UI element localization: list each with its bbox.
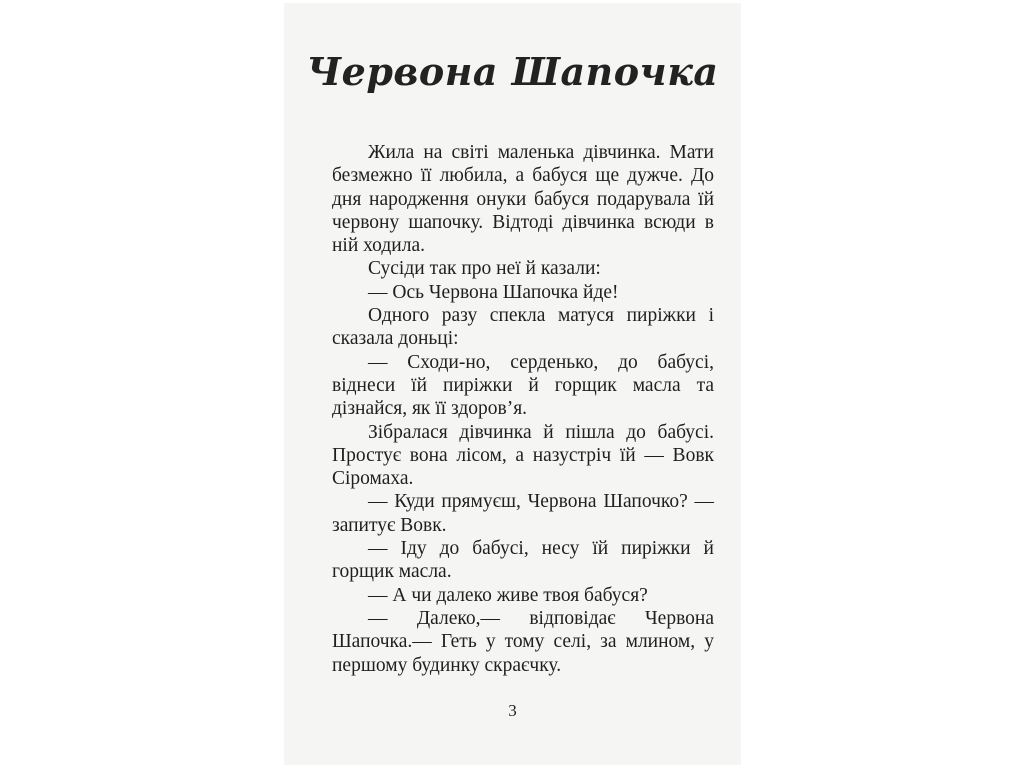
page-number: 3 [508,701,517,720]
paragraph: — Куди прямуєш, Червона Шапочко? — запитує Вовк. [332,491,714,536]
paragraph: — Іду до бабусі, несу їй пиріжки й горщик масла. [332,538,714,583]
paragraph: Жила на світі маленька дівчинка. Мати безмежно її любила, а бабуся ще дужче. До дня народження онуки бабуся подарувала їй червону шапочку. Відтоді дівчинка всюди в ній ходила. [332,142,714,257]
paragraph: — Далеко,— відповідає Червона Шапочка.— Геть у тому селі, за млином, у першому будинку скраєчку. [332,607,714,676]
story-text [332,141,714,677]
paragraph: Зібралася дівчинка й пішла до бабусі. Простує вона лісом, а назустріч їй — Вовк Сіромаха. [332,421,714,490]
paragraph: — Сходи-но, серденько, до бабусі, віднеси їй пиріжки й горщик масла та дізнайся, як її здоров’я. [332,351,714,420]
paragraph: — А чи далеко живе твоя бабуся? [368,584,648,606]
story-title: Червона Шапочка [306,49,719,94]
paragraph: Сусіди так про неї й казали: [368,258,601,280]
paragraph: — Ось Червона Шапочка йде! [368,281,619,303]
paragraph: Одного разу спекла матуся пиріжки і сказала доньці: [332,305,714,350]
book-page [284,3,741,765]
